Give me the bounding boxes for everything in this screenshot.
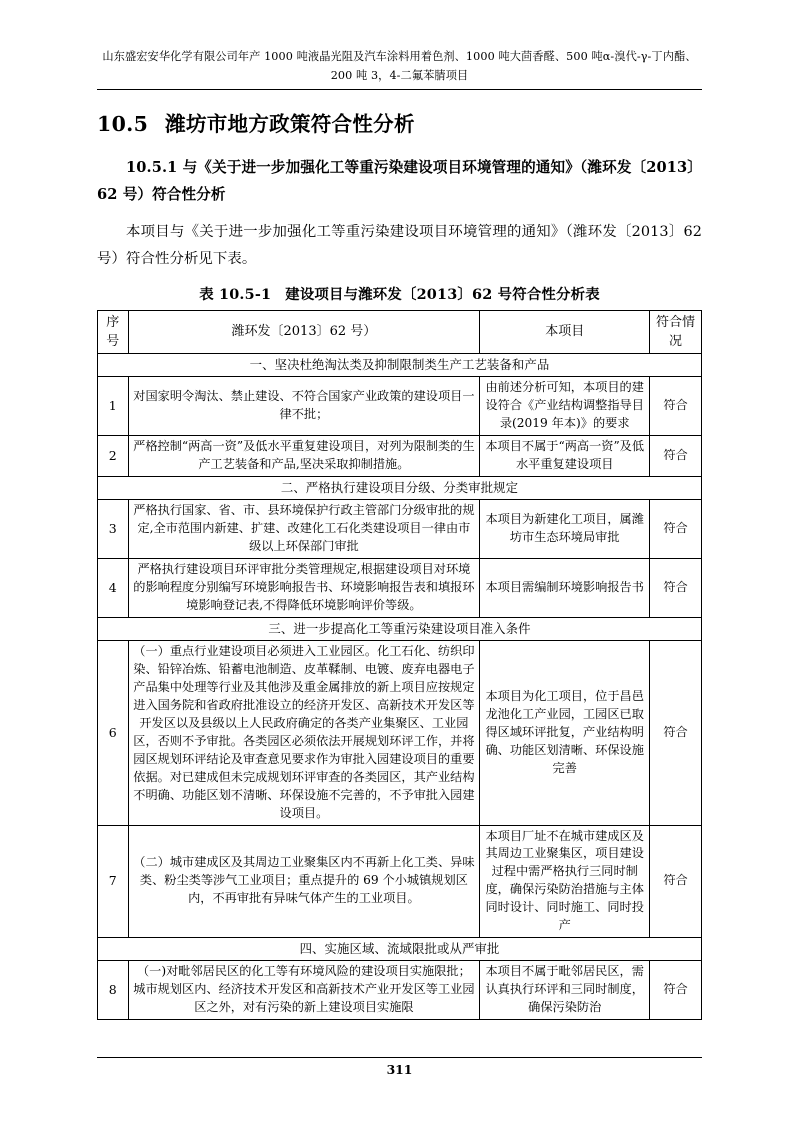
- cell-compliance-status: 符合: [650, 825, 702, 938]
- footer-rule: [97, 1057, 702, 1058]
- table-row: [98, 961, 702, 1020]
- cell-document-requirement: 严格执行建设项目环评审批分类管理规定,根据建设项目对环境的影响程度分别编写环境影响报告书、环境影响报告表和填报环境影响登记表,不得降低环境影响评价等级。: [128, 559, 480, 618]
- cell-compliance-status: 符合: [650, 641, 702, 825]
- table-section-row: [98, 477, 702, 500]
- header-project: 本项目: [480, 310, 650, 353]
- cell-seq: 3: [98, 500, 129, 559]
- header-document: 潍环发〔2013〕62 号）: [128, 310, 480, 353]
- cell-seq: 4: [98, 559, 129, 618]
- table-row: [98, 377, 702, 436]
- cell-seq: 8: [98, 961, 129, 1020]
- cell-seq: 6: [98, 641, 129, 825]
- cell-compliance-status: 符合: [650, 436, 702, 477]
- table-section-row: [98, 354, 702, 377]
- table-caption-number: 表 10.5-1: [199, 285, 272, 303]
- cell-document-requirement: （一)对毗邻居民区的化工等有环境风险的建设项目实施限批；城市规划区内、经济技术开发区和高新技术产业开发区等工业园区之外，对有污染的新上建设项目实施限: [128, 961, 480, 1020]
- cell-project-response: 本项目不属于“两高一资”及低水平重复建设项目: [480, 436, 650, 477]
- cell-document-requirement: 对国家明令淘汰、禁止建设、不符合国家产业政策的建设项目一律不批；: [128, 377, 480, 436]
- table-row: [98, 641, 702, 825]
- header-rule: [97, 89, 702, 90]
- cell-compliance-status: 符合: [650, 500, 702, 559]
- cell-seq: 2: [98, 436, 129, 477]
- table-caption: [97, 283, 702, 304]
- table-section-label: 一、坚决杜绝淘汰类及抑制限制类生产工艺装备和产品: [98, 354, 702, 377]
- cell-document-requirement: （一）重点行业建设项目必须进入工业园区。化工石化、纺织印染、铅锌冶炼、铅蓄电池制造、皮革鞣制、电镀、废弃电器电子产品集中处理等行业及其他涉及重金属排放的新上项目应按规定进入国务院和省政府批准设立的经济开发区、高新技术开发区等开发区以及县级以上人民政府确定的各类产业集聚区、工业园区，否则不予审批。各类园区必须依法开展规划环评工作，并将园区规划环评结论及审查意见要求作为审批入园建设项目的重要依据。对已建成但未完成规划环评审查的各类园区，其产业结构不明确、功能区划不清晰、环保设施不完善的，不予审批入园建设项目。: [128, 641, 480, 825]
- cell-document-requirement: 严格执行国家、省、市、县环境保护行政主管部门分级审批的规定,全市范围内新建、扩建、改建化工石化类建设项目一律由市级以上环保部门审批: [128, 500, 480, 559]
- cell-compliance-status: 符合: [650, 559, 702, 618]
- cell-seq: 7: [98, 825, 129, 938]
- cell-project-response: 本项目需编制环境影响报告书: [480, 559, 650, 618]
- cell-project-response: 本项目不属于毗邻居民区，需认真执行环评和三同时制度，确保污染防治: [480, 961, 650, 1020]
- table-section-label: 四、实施区域、流域限批或从严审批: [98, 938, 702, 961]
- table-section-label: 二、严格执行建设项目分级、分类审批规定: [98, 477, 702, 500]
- subsection-heading: 10.5.1 与《关于进一步加强化工等重污染建设项目环境管理的通知》（潍环发〔2013〕62 号）符合性分析: [97, 158, 702, 203]
- page-footer: [97, 1057, 702, 1077]
- body-paragraph: 本项目与《关于进一步加强化工等重污染建设项目环境管理的通知》（潍环发〔2013〕62 号）符合性分析见下表。: [97, 223, 702, 268]
- header-seq: 序号: [98, 310, 129, 353]
- cell-compliance-status: 符合: [650, 961, 702, 1020]
- table-section-row: [98, 617, 702, 640]
- cell-project-response: 本项目为化工项目，位于昌邑龙池化工产业园，工园区已取得区域环评批复，产业结构明确、功能区划清晰、环保设施完善: [480, 641, 650, 825]
- table-row: [98, 825, 702, 938]
- table-section-row: [98, 938, 702, 961]
- section-number: 10.5: [97, 112, 149, 136]
- table-row: [98, 500, 702, 559]
- header-status: 符合情况: [650, 310, 702, 353]
- section-title: 潍坊市地方政策符合性分析: [165, 112, 415, 136]
- running-header: 山东盛宏安华化学有限公司年产 1000 吨液晶光阻及汽车涂料用着色剂、1000 吨大茴香醛、500 吨α-溴代-γ-丁内酯、200 吨 3，4-二氟苯腈项目: [102, 50, 697, 82]
- cell-document-requirement: （二）城市建成区及其周边工业聚集区内不再新上化工类、异味类、粉尘类等涉气工业项目；重点提升的 69 个小城镇规划区内，不再审批有异味气体产生的工业项目。: [128, 825, 480, 938]
- table-header-row: [98, 310, 702, 353]
- section-heading: [97, 111, 702, 138]
- cell-project-response: 由前述分析可知，本项目的建设符合《产业结构调整指导目录(2019 年本)》的要求: [480, 377, 650, 436]
- cell-document-requirement: 严格控制“两高一资”及低水平重复建设项目，对列为限制类的生产工艺装备和产品,坚决采取抑制措施。: [128, 436, 480, 477]
- cell-compliance-status: 符合: [650, 377, 702, 436]
- policy-compliance-table: [97, 310, 702, 1020]
- page-number: 311: [386, 1062, 413, 1077]
- cell-project-response: 本项目为新建化工项目，属潍坊市生态环境局审批: [480, 500, 650, 559]
- cell-seq: 1: [98, 377, 129, 436]
- cell-project-response: 本项目厂址不在城市建成区及其周边工业聚集区，项目建设过程中需严格执行三同时制度，确保污染防治措施与主体同时设计、同时施工、同时投产: [480, 825, 650, 938]
- table-row: [98, 559, 702, 618]
- table-row: [98, 436, 702, 477]
- table-body: [98, 354, 702, 1020]
- table-section-label: 三、进一步提高化工等重污染建设项目准入条件: [98, 617, 702, 640]
- table-caption-title: 建设项目与潍环发〔2013〕62 号符合性分析表: [285, 285, 600, 303]
